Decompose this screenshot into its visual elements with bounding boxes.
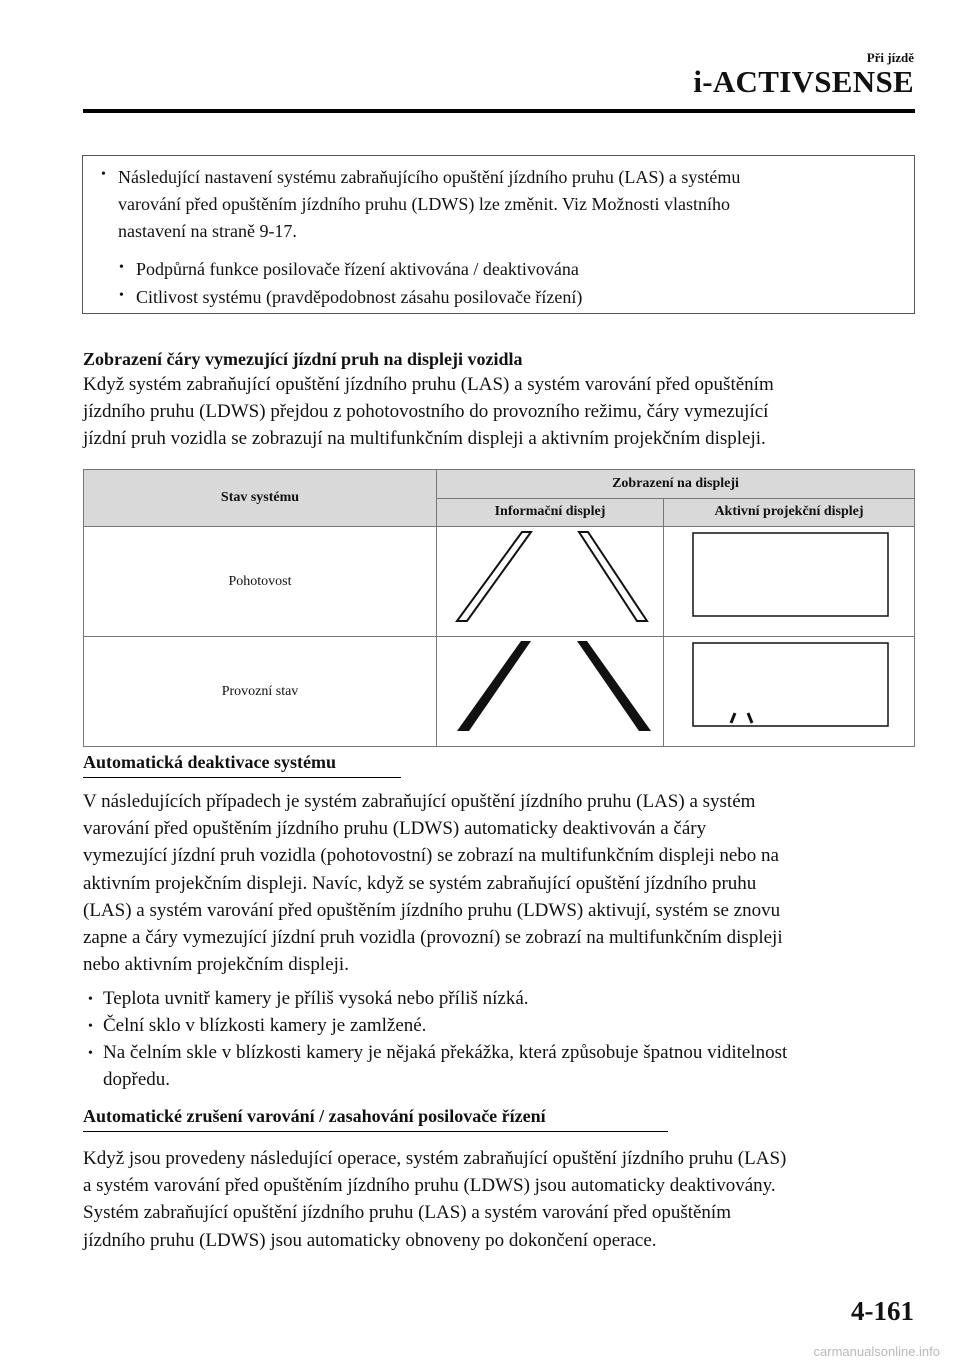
col-header-info: Informační displej [437,498,664,527]
list-item: Teplota uvnitř kamery je příliš vysoká nebo příliš nízká. [103,988,529,1009]
hud-frame-lane-lines-icon [664,637,914,741]
col-header-hud: Aktivní projekční displej [664,498,915,527]
paragraph [83,371,774,453]
list-item: Na čelním skle v blízkosti kamery je nějaká překážka, která způsobuje špatnou viditelnost [103,1042,788,1063]
section-label: Při jízdě [866,50,914,65]
paragraph-line: zapne a čáry vymezující jízdní pruh vozidla (provozní) se zobrazí na multifunkčním displeji [83,927,783,949]
paragraph-line: aktivním projekčním displeji. Navíc, když se systém zabraňující opuštění jízdního pruhu [83,872,757,894]
bullet-icon: • [88,1046,93,1061]
paragraph [83,788,783,978]
subsection-heading: Automatická deaktivace systému [83,752,401,778]
bullet-icon: • [88,1019,93,1034]
hud-display-standby [664,527,915,637]
note-sub-item: Podpůrná funkce posilovače řízení aktivována / deaktivována [136,259,579,279]
bullet-icon: • [119,260,124,275]
paragraph-line: jízdní pruh vozidla se zobrazují na multifunkčním displeji a aktivním projekčním displeji. [83,428,766,450]
note-box [82,155,915,314]
page-title: i-ACTIVSENSE [693,64,914,99]
col-header-display: Zobrazení na displeji [437,470,915,499]
paragraph [83,1145,786,1254]
col-header-status: Stav systému [84,470,437,527]
lane-lines-outline-icon [437,527,663,631]
info-display-operating [437,637,664,747]
paragraph-line: Když systém zabraňující opuštění jízdního pruhu (LAS) a systém varování před opuštěním [83,374,774,395]
row-label-standby: Pohotovost [84,527,437,637]
paragraph-line: a systém varování před opuštěním jízdního pruhu (LDWS) jsou automaticky deaktivovány. [83,1175,776,1197]
note-sub-item: Citlivost systému (pravděpodobnost zásahu posilovače řízení) [136,287,583,307]
section-heading: Zobrazení čáry vymezující jízdní pruh na displeji vozidla [83,349,523,369]
note-line: Následující nastavení systému zabraňujícího opuštění jízdního pruhu (LAS) a systému [118,167,741,187]
note-line: varování před opuštěním jízdního pruhu (LDWS) lze změnit. Viz Možnosti vlastního [118,194,730,214]
paragraph-line: V následujících případech je systém zabraňující opuštění jízdního pruhu (LAS) a systém [83,791,756,812]
hud-frame-empty-icon [664,527,914,631]
row-label-operating: Provozní stav [84,637,437,747]
paragraph-line: Systém zabraňující opuštění jízdního pruhu (LAS) a systém varování před opuštěním [83,1202,731,1224]
paragraph-line: (LAS) a systém varování před opuštěním jízdního pruhu (LDWS) aktivují, systém se znovu [83,899,781,921]
lane-display-table [83,469,915,747]
bullet-icon: • [119,288,124,303]
bullet-icon: • [88,992,93,1007]
note-line: nastavení na straně 9-17. [118,221,297,241]
paragraph-line: vymezující jízdní pruh vozidla (pohotovostní) se zobrazí na multifunkčním displeji nebo na [83,845,779,867]
paragraph-line: jízdního pruhu (LDWS) přejdou z pohotovostního do provozního režimu, čáry vymezující [83,401,769,423]
page-number: 4-161 [851,1296,914,1326]
list-item: Čelní sklo v blízkosti kamery je zamlžené. [103,1015,427,1036]
hud-display-operating [664,637,915,747]
paragraph-line: varování před opuštěním jízdního pruhu (LDWS) automaticky deaktivován a čáry [83,818,707,840]
paragraph-line: Když jsou provedeny následující operace, systém zabraňující opuštění jízdního pruhu (LAS) [83,1148,787,1169]
list-item-continuation: dopředu. [103,1069,171,1090]
watermark: carmanualsonline.info [813,1344,940,1359]
bullet-icon: • [101,167,106,182]
lane-lines-solid-icon [437,637,663,741]
subsection-heading: Automatické zrušení varování / zasahování posilovače řízení [83,1106,668,1132]
paragraph-line: nebo aktivním projekčním displeji. [83,954,349,976]
header-rule [83,109,915,113]
info-display-standby [437,527,664,637]
paragraph-line: jízdního pruhu (LDWS) jsou automaticky obnoveny po dokončení operace. [83,1229,657,1251]
